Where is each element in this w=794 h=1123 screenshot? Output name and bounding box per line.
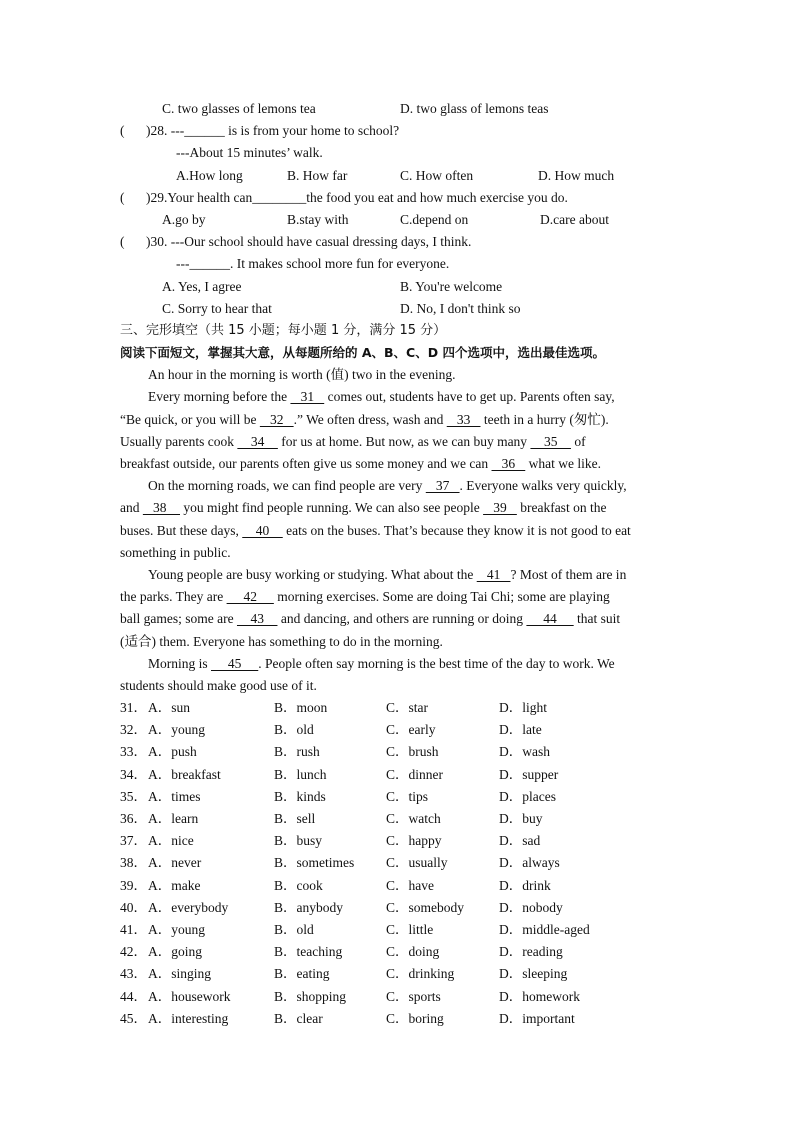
passage-text: ball games; some are xyxy=(120,611,237,627)
cloze-option-row xyxy=(120,897,678,919)
cloze-option-row xyxy=(120,719,678,741)
option-a: A．young xyxy=(148,921,205,937)
q30-option-d: D. No, I don't think so xyxy=(400,300,521,316)
option-b: B．busy xyxy=(274,833,323,849)
option-b: B．shopping xyxy=(274,988,347,1004)
option-a: A．singing xyxy=(148,966,212,982)
option-b: B．rush xyxy=(274,744,320,760)
passage-p5-line1 xyxy=(120,653,678,675)
q28-option-d: D. How much xyxy=(538,167,615,183)
option-a: A．young xyxy=(148,722,205,738)
question-number: 37． xyxy=(120,833,147,849)
q30-option-c: C. Sorry to hear that xyxy=(162,300,272,316)
passage-text: . People often say morning is the best time of the day to work. We xyxy=(258,655,615,671)
blank-33: 33 xyxy=(446,411,481,427)
cloze-options-table xyxy=(120,697,678,1030)
option-b: B．old xyxy=(274,921,314,937)
question-number: 35． xyxy=(120,788,147,804)
q30-stem-row xyxy=(120,231,678,253)
q28-stem-row xyxy=(120,120,678,142)
cloze-option-row xyxy=(120,830,678,852)
passage-text: for us at home. But now, as we can buy many xyxy=(277,433,531,449)
option-a: A．everybody xyxy=(148,899,229,915)
cloze-option-row xyxy=(120,786,678,808)
blank-40: 40 xyxy=(242,522,283,538)
option-c: C．star xyxy=(386,700,428,716)
passage-p3-line4: something in public. xyxy=(120,544,231,560)
option-d: D．supper xyxy=(499,766,559,782)
blank-39: 39 xyxy=(483,500,517,516)
option-b: B．anybody xyxy=(274,899,343,915)
passage-text: Usually parents cook xyxy=(120,433,238,449)
q30-answer-line: ---______. It makes school more fun for everyone. xyxy=(176,256,450,272)
cloze-option-row xyxy=(120,697,678,719)
option-d: D．homework xyxy=(499,988,580,1004)
passage-p4-line1 xyxy=(120,564,678,586)
option-a: A．sun xyxy=(148,700,191,716)
cloze-option-row xyxy=(120,963,678,985)
question-number: 45． xyxy=(120,1010,147,1026)
passage-text: breakfast outside, our parents often give us some money and we can xyxy=(120,456,492,471)
q30-paren: ( xyxy=(120,234,125,250)
passage-text: and dancing, and others are running or doing xyxy=(277,611,527,627)
option-b: B．clear xyxy=(274,1010,323,1026)
passage-text: and xyxy=(120,500,143,516)
question-number: 43． xyxy=(120,966,147,982)
q29-stem: )29.Your health can________the food you eat and how much exercise you do. xyxy=(146,189,568,205)
passage-p4-line2 xyxy=(120,586,678,608)
question-number: 41． xyxy=(120,921,147,937)
cloze-option-row xyxy=(120,764,678,786)
option-a: A．make xyxy=(148,877,201,893)
q28-option-c: C. How often xyxy=(400,167,474,183)
passage-p2-line1 xyxy=(120,386,678,408)
blank-44: 44 xyxy=(526,611,574,627)
cloze-option-row xyxy=(120,1008,678,1030)
question-number: 38． xyxy=(120,855,147,871)
q30-answer-row xyxy=(120,253,678,275)
question-number: 36． xyxy=(120,811,147,826)
option-b: B．old xyxy=(274,722,314,738)
passage-p3-line1 xyxy=(120,475,678,497)
blank-34: 34 xyxy=(237,433,278,449)
q28-answer-line: ---About 15 minutes’ walk. xyxy=(176,145,323,161)
q28-answer-row xyxy=(120,142,678,164)
blank-45: 45 xyxy=(211,655,259,671)
section-3-title: 三、完形填空（共 15 小题；每小题 1 分，满分 15 分） xyxy=(120,322,447,338)
passage-text: teeth in a hurry (匆忙). xyxy=(480,411,609,427)
q29-stem-row xyxy=(120,187,678,209)
question-number: 42． xyxy=(120,944,147,960)
question-number: 33． xyxy=(120,744,147,760)
blank-32: 32 xyxy=(259,411,294,427)
cloze-option-row xyxy=(120,919,678,941)
option-b: B．teaching xyxy=(274,944,343,960)
question-number: 31． xyxy=(120,700,147,716)
option-a: A．housework xyxy=(148,988,231,1004)
question-number: 32． xyxy=(120,722,147,738)
option-b: B．sell xyxy=(274,811,316,826)
option-d: D．nobody xyxy=(499,899,563,915)
option-a: A．going xyxy=(148,944,202,960)
passage-p1: An hour in the morning is worth (值) two in the evening. xyxy=(148,367,456,383)
passage-text: .” We often dress, wash and xyxy=(293,411,447,427)
q30-options-row-1 xyxy=(120,276,678,298)
option-d: D．wash xyxy=(499,744,550,760)
option-c: C．have xyxy=(386,877,434,893)
option-d: D．sad xyxy=(499,833,541,849)
q30-options-row-2 xyxy=(120,298,678,320)
blank-37: 37 xyxy=(425,478,460,494)
passage-text: of xyxy=(570,433,586,449)
q29-paren: ( xyxy=(120,189,125,205)
option-d: D．middle-aged xyxy=(499,921,590,937)
question-number: 39． xyxy=(120,877,147,893)
option-a: A．push xyxy=(148,744,197,760)
q27-option-d: D. two glass of lemons teas xyxy=(400,101,549,116)
option-a: A．nice xyxy=(148,833,194,849)
passage-p5-line2: students should make good use of it. xyxy=(120,677,317,693)
cloze-option-row xyxy=(120,941,678,963)
blank-42: 42 xyxy=(226,589,274,605)
passage-text: Young people are busy working or studying. What about the xyxy=(148,566,477,582)
blank-41: 41 xyxy=(476,566,511,582)
exam-page xyxy=(120,98,678,1030)
option-c: C．doing xyxy=(386,944,440,960)
q28-stem: )28. ---______ is is from your home to school? xyxy=(146,123,400,139)
option-d: D．light xyxy=(499,700,548,716)
q29-options-row xyxy=(120,209,678,231)
option-c: C．happy xyxy=(386,833,442,849)
option-a: A．learn xyxy=(148,811,199,826)
q30-option-a: A. Yes, I agree xyxy=(162,278,242,294)
option-d: D．buy xyxy=(499,811,543,826)
question-number: 40． xyxy=(120,899,147,915)
option-b: B．sometimes xyxy=(274,855,355,871)
passage-text: comes out, students have to get up. Parents often say, xyxy=(324,389,615,405)
blank-38: 38 xyxy=(142,500,180,516)
passage-text: eats on the buses. That’s because they know it is not good to eat xyxy=(282,522,631,538)
blank-36: 36 xyxy=(491,456,526,471)
question-number: 44． xyxy=(120,988,147,1004)
option-a: A．breakfast xyxy=(148,766,221,782)
option-c: C．brush xyxy=(386,744,439,760)
blank-31: 31 xyxy=(290,389,325,405)
q29-option-d: D.care about xyxy=(540,211,609,227)
q29-option-a: A.go by xyxy=(162,211,206,227)
passage-text: Morning is xyxy=(148,655,212,671)
option-c: C．drinking xyxy=(386,966,455,982)
option-b: B．lunch xyxy=(274,766,327,782)
option-c: C．watch xyxy=(386,811,441,826)
passage-p3-line2 xyxy=(120,497,678,519)
passage-text: you might find people running. We can also see people xyxy=(180,500,484,516)
cloze-option-row xyxy=(120,808,678,830)
passage-p4-line3 xyxy=(120,608,678,630)
option-c: C．dinner xyxy=(386,766,443,782)
passage-p2-line2 xyxy=(120,409,678,431)
cloze-option-row xyxy=(120,852,678,874)
blank-43: 43 xyxy=(236,611,278,627)
option-d: D．places xyxy=(499,788,556,804)
q28-options-row xyxy=(120,165,678,187)
passage-text: Every morning before the xyxy=(148,389,291,405)
option-b: B．cook xyxy=(274,877,323,893)
passage-text: On the morning roads, we can find people are very xyxy=(148,478,426,494)
option-d: D．drink xyxy=(499,877,551,893)
passage-p3-line3 xyxy=(120,520,678,542)
option-c: C．somebody xyxy=(386,899,465,915)
q28-option-a: A.How long xyxy=(176,167,243,183)
option-d: D．reading xyxy=(499,944,563,960)
option-a: A．never xyxy=(148,855,202,871)
cloze-option-row xyxy=(120,875,678,897)
passage-text: what we like. xyxy=(525,456,601,471)
q27-options-row xyxy=(120,98,678,120)
passage-text: morning exercises. Some are doing Tai Chi; some are playing xyxy=(273,589,610,605)
option-d: D．late xyxy=(499,722,542,738)
option-b: B．eating xyxy=(274,966,330,982)
q29-option-c: C.depend on xyxy=(400,211,469,227)
passage-text: breakfast on the xyxy=(516,500,607,516)
q29-option-b: B.stay with xyxy=(287,211,349,227)
option-a: A．times xyxy=(148,788,201,804)
option-d: D．sleeping xyxy=(499,966,568,982)
option-c: C．little xyxy=(386,921,434,937)
option-b: B．kinds xyxy=(274,788,326,804)
option-b: B．moon xyxy=(274,700,328,716)
passage-text: . Everyone walks very quickly, xyxy=(459,478,627,494)
passage-text: buses. But these days, xyxy=(120,522,243,538)
cloze-passage xyxy=(120,364,678,697)
q30-stem: )30. ---Our school should have casual dressing days, I think. xyxy=(146,234,472,250)
passage-text: the parks. They are xyxy=(120,589,227,605)
passage-p4-line4: (适合) them. Everyone has something to do in the morning. xyxy=(120,633,443,649)
option-c: C．tips xyxy=(386,788,429,804)
option-c: C．early xyxy=(386,722,436,738)
question-number: 34． xyxy=(120,766,147,782)
blank-35: 35 xyxy=(530,433,571,449)
cloze-option-row xyxy=(120,986,678,1008)
cloze-option-row xyxy=(120,741,678,763)
option-c: C．usually xyxy=(386,855,448,871)
option-d: D．important xyxy=(499,1010,575,1026)
passage-p2-line4 xyxy=(120,453,678,475)
passage-text: ? Most of them are in xyxy=(510,566,627,582)
option-c: C．boring xyxy=(386,1010,444,1026)
option-d: D．always xyxy=(499,855,560,871)
passage-text: “Be quick, or you will be xyxy=(120,411,260,427)
q30-option-b: B. You're welcome xyxy=(400,278,503,294)
passage-text: that suit xyxy=(573,611,621,627)
passage-p2-line3 xyxy=(120,431,678,453)
option-a: A．interesting xyxy=(148,1010,229,1026)
section-3-instruction: 阅读下面短文，掌握其大意，从每题所给的 A、B、C、D 四个选项中，选出最佳选项。 xyxy=(120,345,605,361)
q28-paren: ( xyxy=(120,123,125,139)
q28-option-b: B. How far xyxy=(287,167,348,183)
q27-option-c: C. two glasses of lemons tea xyxy=(162,101,316,116)
option-c: C．sports xyxy=(386,988,441,1004)
